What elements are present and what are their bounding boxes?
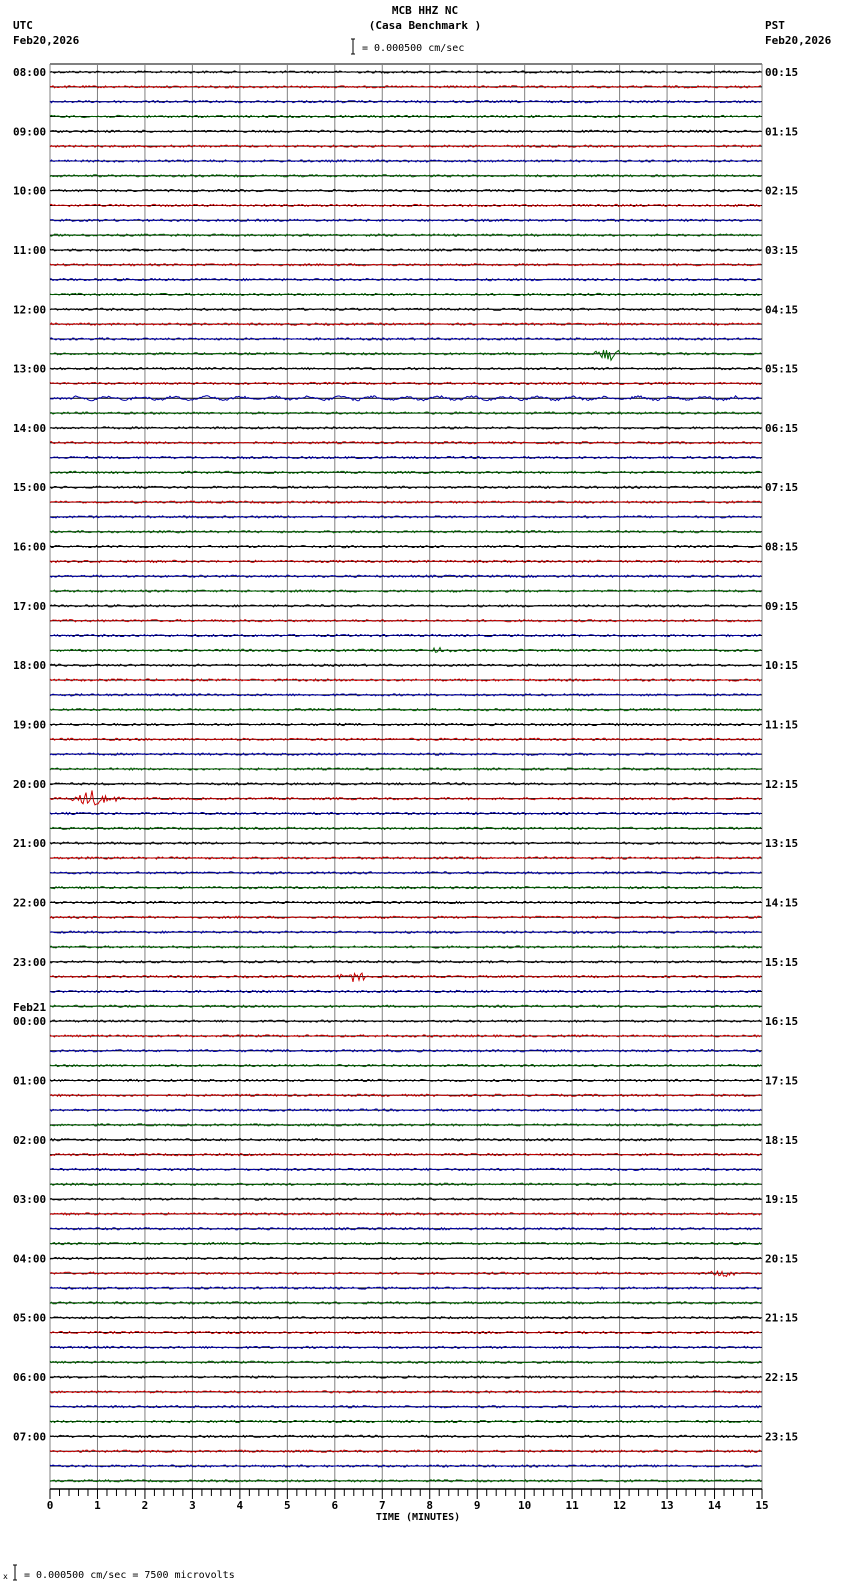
seismic-trace [50, 901, 761, 903]
utc-hour-label: 04:00 [13, 1252, 47, 1266]
utc-hour-label: 14:00 [13, 421, 47, 435]
pst-hour-label: 17:15 [765, 1074, 799, 1088]
seismic-trace [50, 457, 761, 459]
utc-hour-label: 16:00 [13, 540, 47, 554]
utc-hour-label: 15:00 [13, 481, 47, 495]
station-location: (Casa Benchmark ) [368, 19, 482, 32]
seismic-trace [50, 1257, 761, 1259]
pst-hour-label: 03:15 [765, 243, 799, 257]
utc-hour-label: 20:00 [13, 777, 47, 791]
seismic-trace [50, 1035, 761, 1037]
x-tick-label: 12 [612, 1499, 627, 1512]
utc-hour-label: 19:00 [13, 718, 47, 732]
utc-hour-label: 21:00 [13, 837, 47, 851]
pst-hour-label: 20:15 [765, 1252, 799, 1266]
pst-hour-label: 21:15 [765, 1311, 799, 1325]
seismic-trace [50, 1271, 761, 1276]
x-tick-label: 7 [378, 1499, 386, 1512]
left-date: Feb20,2026 [13, 34, 80, 47]
pst-hour-label: 04:15 [765, 303, 799, 317]
utc-hour-label: 23:00 [13, 955, 47, 969]
seismic-trace [50, 308, 761, 310]
pst-hour-label: 02:15 [765, 184, 799, 198]
right-timezone: PST [765, 19, 785, 32]
x-tick-label: 11 [565, 1499, 579, 1512]
station-title: MCB HHZ NC [391, 4, 459, 17]
pst-hour-label: 19:15 [765, 1193, 799, 1207]
seismic-trace [50, 791, 761, 805]
pst-hour-label: 07:15 [765, 481, 799, 495]
pst-hour-label: 08:15 [765, 540, 799, 554]
x-tick-label: 10 [518, 1499, 532, 1512]
utc-hour-label: 02:00 [13, 1133, 47, 1147]
utc-hour-label: 09:00 [13, 125, 47, 139]
seismic-trace [50, 86, 761, 88]
footer-marker: x [3, 1572, 8, 1581]
utc-hour-label: 22:00 [13, 896, 47, 910]
utc-hour-label: 11:00 [13, 243, 47, 257]
x-tick-label: 14 [707, 1499, 722, 1512]
x-tick-label: 15 [755, 1499, 769, 1512]
x-tick-label: 9 [473, 1499, 481, 1512]
seismic-trace [50, 1198, 761, 1200]
utc-hour-label: 12:00 [13, 303, 47, 317]
x-tick-label: 8 [426, 1499, 434, 1512]
x-tick-label: 6 [331, 1499, 339, 1512]
seismic-trace [50, 973, 761, 982]
pst-hour-label: 09:15 [765, 599, 799, 613]
pst-hour-label: 11:15 [765, 718, 799, 732]
pst-hour-label: 15:15 [765, 955, 799, 969]
left-timezone: UTC [13, 19, 33, 32]
utc-hour-label: 03:00 [13, 1193, 47, 1207]
utc-hour-label: 07:00 [13, 1430, 47, 1444]
seismic-trace [50, 264, 761, 266]
x-tick-label: 4 [236, 1499, 244, 1512]
pst-hour-label: 22:15 [765, 1371, 799, 1385]
pst-hour-label: 06:15 [765, 421, 799, 435]
pst-hour-label: 23:15 [765, 1430, 799, 1444]
x-tick-label: 13 [660, 1499, 674, 1512]
x-tick-label: 2 [141, 1499, 149, 1512]
pst-hour-label: 13:15 [765, 837, 799, 851]
pst-hour-label: 18:15 [765, 1133, 799, 1147]
scale-label: = 0.000500 cm/sec [362, 43, 465, 54]
seismic-trace [50, 382, 761, 384]
pst-hour-label: 12:15 [765, 777, 799, 791]
x-axis-title: TIME (MINUTES) [375, 1512, 461, 1523]
utc-hour-label: 10:00 [13, 184, 47, 198]
pst-hour-label: 10:15 [765, 659, 799, 673]
utc-hour-label: 06:00 [13, 1371, 47, 1385]
utc-hour-label: 00:00 [13, 1015, 47, 1029]
utc-hour-label: 01:00 [13, 1074, 47, 1088]
utc-hour-label: 18:00 [13, 659, 47, 673]
pst-hour-label: 05:15 [765, 362, 799, 376]
utc-hour-label: 13:00 [13, 362, 47, 376]
right-date: Feb20,2026 [765, 34, 832, 47]
seismic-trace [50, 249, 761, 251]
x-tick-label: 5 [284, 1499, 291, 1512]
pst-hour-label: 16:15 [765, 1015, 799, 1029]
pst-hour-label: 14:15 [765, 896, 799, 910]
utc-hour-label: 05:00 [13, 1311, 47, 1325]
seismic-trace [50, 350, 761, 360]
pst-hour-label: 01:15 [765, 125, 799, 139]
x-tick-label: 3 [189, 1499, 196, 1512]
utc-hour-label: 08:00 [13, 66, 47, 79]
utc-hour-label: 17:00 [13, 599, 47, 613]
pst-hour-label: 00:15 [765, 66, 799, 79]
date-change-label: Feb21 [13, 1001, 47, 1015]
x-tick-label: 1 [94, 1499, 101, 1512]
seismic-trace [50, 1420, 761, 1422]
footer-scale-note: = 0.000500 cm/sec = 7500 microvolts [24, 1570, 235, 1581]
seismic-trace [50, 1332, 761, 1334]
x-tick-label: 0 [46, 1499, 54, 1512]
